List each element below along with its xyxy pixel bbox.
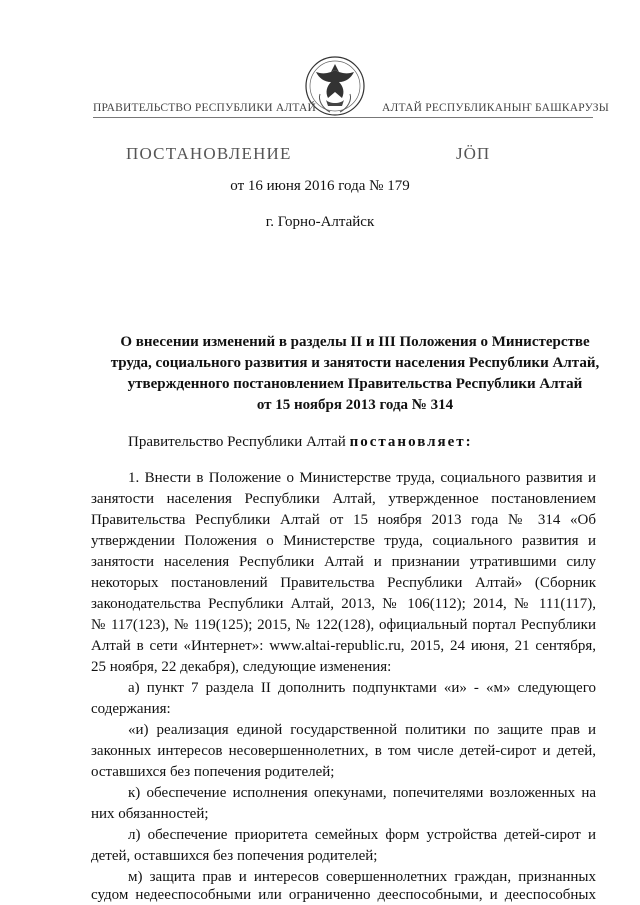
title-line: утвержденного постановлением Правительства Республики Алтай [127,376,583,392]
intro-text: Правительство Республики Алтай [128,434,350,450]
title-line: труда, социального развития и занятости населения Республики Алтай, [110,355,600,371]
body-line: детей, оставшихся без попечения родителей; [91,848,378,864]
body-line: м) защита прав и интересов совершеннолетних граждан, признанных [128,869,596,885]
title-line: О внесении изменений в разделы II и III Положения о Министерстве [120,334,590,350]
body-line: оставшихся без попечения родителей; [91,764,335,780]
title-line: от 15 ноября 2013 года № 314 [256,397,454,413]
body-line: 25 ноября, 22 декабря), следующие изменения: [91,659,392,675]
document-title [90,332,620,416]
body-line: а) пункт 7 раздела II дополнить подпунктами «и» - «м» следующего [128,680,596,696]
body-line: законных интересов несовершеннолетних, в том числе детей-сирот и детей, [91,743,596,759]
body-line: Правительства Республики Алтай от 15 ноября 2013 года № 314 «Об [91,512,596,528]
intro-emphasis: постановляет: [349,434,473,450]
body-line: № 117(123), № 119(125); 2015, № 122(128), официальный портал Республики [91,617,596,633]
document-type-altai: JÖП [456,144,491,163]
body-line: к) обеспечение исполнения опекунами, попечителями возложенных на [128,785,596,801]
body-line: утверждении Положения о Министерстве труда, социального развития и [91,533,596,549]
body-line: содержания: [91,701,171,717]
organization-name-altai: АЛТАЙ РЕСПУБЛИКАНЫҤ БАШКАРУЗЫ [382,102,609,114]
body-line: «и) реализация единой государственной политики по защите прав и [128,722,596,738]
body-line: судом недееспособными или ограниченно дееспособными, и дееспособных [91,887,596,903]
body-line: 1. Внести в Положение о Министерстве труда, социального развития и [128,470,596,486]
document-date-number: от 16 июня 2016 года № 179 [230,178,410,194]
body-line: л) обеспечение приоритета семейных форм устройства детей-сирот и [128,827,596,843]
document-type-russian: ПОСТАНОВЛЕНИЕ [126,144,292,163]
organization-name-russian: ПРАВИТЕЛЬСТВО РЕСПУБЛИКИ АЛТАЙ [93,102,317,114]
document-city: г. Горно-Алтайск [265,214,375,230]
body-line: занятости населения Республики Алтай, утвержденное постановлением [91,491,596,507]
header-divider [93,117,593,118]
body-line: Алтай в сети «Интернет»: www.altai-republic.ru, 2015, 24 июня, 21 сентября, [91,638,596,654]
intro-paragraph [128,434,473,451]
body-line: некоторых постановлений Правительства Республики Алтай» (Сборник [91,575,596,591]
body-line: них обязанностей; [91,806,209,822]
body-line: занятости населения Республики Алтай и признании утратившими силу [91,554,596,570]
body-line: законодательства Республики Алтай, 2013, № 106(112); 2014, № 111(117), [91,596,596,612]
